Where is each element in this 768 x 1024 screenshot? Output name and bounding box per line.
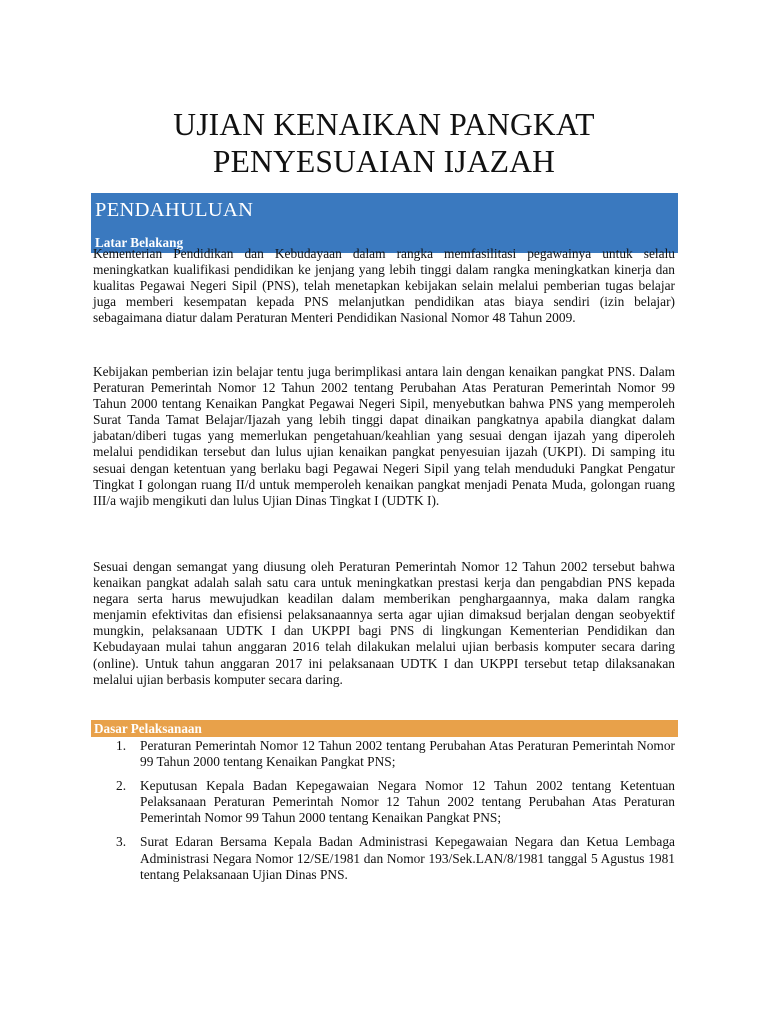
dasar-heading: Dasar Pelaksanaan (94, 721, 202, 736)
paragraph-3: Sesuai dengan semangat yang diusung oleh Peraturan Pemerintah Nomor 12 Tahun 2002 tersebut bahwa kenaikan pangkat adalah salah satu cara untuk meningkatkan prestasi kerja dan pengabdian PNS kepada negara serta harus mewujudkan keadilan dalam memberikan penghargaannya, maka dalam rangka menjamin efektivitas dan efisiensi pelaksanaannya serta agar ujian dimaksud berjalan dengan seobyektif mungkin, pelaksanaan UDTK I dan UKPPI bagi PNS di lingkungan Kementerian Pendidikan dan Kebudayaan mulai tahun anggaran 2016 telah dilakukan melalui ujian berbasis komputer secara daring (online). Untuk tahun anggaran 2017 ini pelaksanaan UDTK I dan UKPPI tersebut tetap dilaksanakan melalui ujian berbasis komputer secara daring. (93, 559, 675, 687)
section-header-dasar-pelaksanaan (91, 720, 678, 737)
title-line-2: PENYESUAIAN IJAZAH (212, 144, 556, 179)
list-item-number: 2. (116, 778, 127, 794)
list-item (93, 778, 675, 826)
section-header-pendahuluan (91, 193, 678, 253)
list-item-text: Surat Edaran Bersama Kepala Badan Administrasi Kepegawaian Negara dan Ketua Lembaga Administrasi Negara Nomor 12/SE/1981 dan Nomor 193/Sek.LAN/8/1981 tanggal 5 Agustus 1981 tentang Pelaksanaan Ujian Dinas PNS. (140, 834, 675, 882)
list-item (93, 834, 675, 882)
subsection-heading-latar-belakang: Latar Belakang (95, 235, 184, 250)
list-item-number: 3. (116, 834, 127, 850)
dasar-list (93, 738, 675, 891)
document-title (92, 106, 676, 180)
paragraph-2: Kebijakan pemberian izin belajar tentu juga berimplikasi antara lain dengan kenaikan pangkat PNS. Dalam Peraturan Pemerintah Nomor 12 Tahun 2002 tentang Perubahan Atas Peraturan Pemerintah Nomor 99 Tahun 2000 tentang Kenaikan Pangkat Pegawai Negeri Sipil, menyebutkan bahwa PNS yang memperoleh Surat Tanda Tamat Belajar/Ijazah yang lebih tinggi dapat dinaikan pangkatnya apabila diangkat dalam jabatan/diberi tugas yang memerlukan pengetahuan/keahlian yang sesuai dengan ijazah yang diperoleh melalui pendidikan tersebut dan lulus ujian kenaikan pangkat penyesuian ijazah (UKPI). Di samping itu sesuai dengan ketentuan yang berlaku bagi Pegawai Negeri Sipil yang telah menduduki Pangkat Pengatur Tingkat I golongan ruang II/d untuk memperoleh kenaikan pangkat menjadi Penata Muda, golongan ruang III/a wajib mengikuti dan lulus Ujian Dinas Tingkat I (UDTK I). (93, 364, 675, 508)
list-item-text: Keputusan Kepala Badan Kepegawaian Negara Nomor 12 Tahun 2002 tentang Ketentuan Pelaksanaan Peraturan Pemerintah Nomor 12 Tahun 2002 tentang Perubahan Atas Peraturan Pemerintah Nomor 99 Tahun 2000 tentang Kenaikan Pangkat PNS; (140, 778, 675, 826)
paragraph-1: Kementerian Pendidikan dan Kebudayaan dalam rangka memfasilitasi pegawainya untuk selalu meningkatkan kualifikasi pendidikan ke jenjang yang lebih tinggi dalam rangka meningkatkan kinerja dan kualitas Pegawai Negeri Sipil (PNS), telah menetapkan kebijakan selain melalui pemberian tugas belajar juga memberi kesempatan kepada PNS melanjutkan pendidikan atas biaya sendiri (izin belajar) sebagaimana diatur dalam Peraturan Menteri Pendidikan Nasional Nomor 48 Tahun 2009. (93, 246, 675, 326)
list-item (93, 738, 675, 770)
title-line-1: UJIAN KENAIKAN PANGKAT (173, 107, 595, 142)
list-item-number: 1. (116, 738, 127, 753)
list-item-text: Peraturan Pemerintah Nomor 12 Tahun 2002 tentang Perubahan Atas Peraturan Pemerintah Nomor 99 Tahun 2000 tentang Kenaikan Pangkat PNS; (140, 738, 675, 770)
section-heading: PENDAHULUAN (95, 199, 254, 221)
